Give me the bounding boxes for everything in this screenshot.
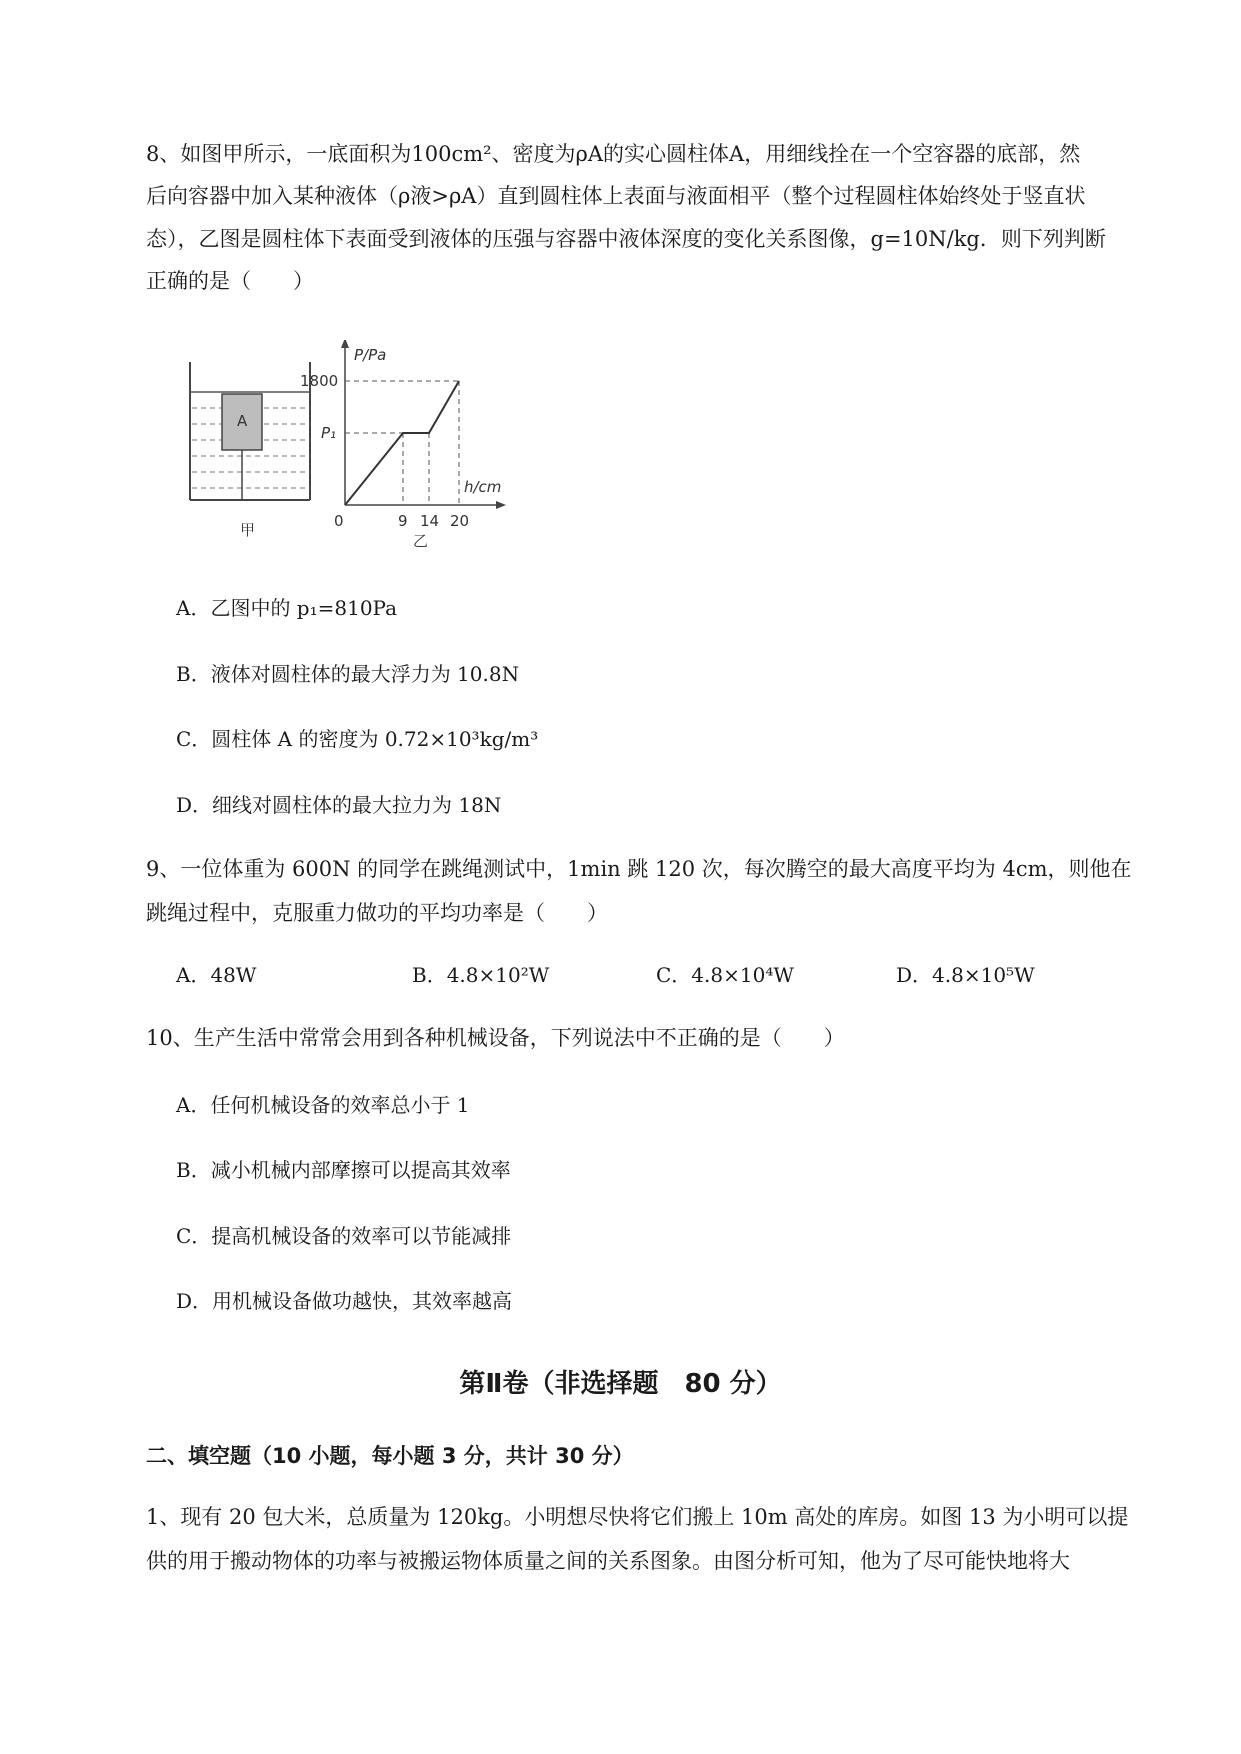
q9-line-1: 9、一位体重为 600N 的同学在跳绳测试中，1min 跳 120 次，每次腾空的最大高度平均为 4cm，则他在 — [146, 857, 1132, 881]
q8-option-a: A．乙图中的 p₁=810Pa — [176, 596, 398, 620]
q9-option-d: D．4.8×10⁵W — [896, 963, 1035, 987]
cylinder-a-label: A — [237, 412, 248, 430]
q8-line-2: 后向容器中加入某种液体（ρ液>ρA）直到圆柱体上表面与液面相平（整个过程圆柱体始终处于竖直状 — [146, 184, 1086, 208]
q8-line-1: 8、如图甲所示，一底面积为100cm²、密度为ρA的实心圆柱体A，用细线拴在一个空容器的底部，然 — [146, 142, 1081, 166]
part-2-title: 第Ⅱ卷（非选择题 80 分） — [459, 1369, 782, 1399]
container-diagram — [190, 362, 310, 539]
y-tick-1800: 1800 — [300, 372, 339, 390]
figure-label-jia: 甲 — [240, 521, 256, 539]
q8-figure — [180, 340, 560, 550]
x-tick-14: 14 — [420, 512, 440, 530]
figure-label-yi: 乙 — [413, 532, 429, 550]
q10-option-c: C．提高机械设备的效率可以节能减排 — [176, 1224, 512, 1248]
q10-option-a: A．任何机械设备的效率总小于 1 — [176, 1093, 470, 1117]
q9-option-b: B．4.8×10²W — [412, 963, 550, 987]
pressure-curve — [345, 381, 459, 505]
q9-option-c: C．4.8×10⁴W — [656, 963, 794, 987]
x-tick-20: 20 — [450, 512, 470, 530]
q8-option-c: C．圆柱体 A 的密度为 0.72×10³kg/m³ — [176, 727, 539, 751]
x-tick-9: 9 — [398, 512, 408, 530]
q8-line-4: 正确的是（ ） — [146, 269, 314, 293]
section-2-heading: 二、填空题（10 小题，每小题 3 分，共计 30 分） — [146, 1444, 634, 1468]
q9-option-a: A．48W — [176, 963, 257, 987]
q10-option-d: D．用机械设备做功越快，其效率越高 — [176, 1289, 513, 1313]
fill-q1-line-1: 1、现有 20 包大米，总质量为 120kg。小明想尽快将它们搬上 10m 高处的库房。如图 13 为小明可以提 — [146, 1505, 1129, 1529]
q8-option-b: B．液体对圆柱体的最大浮力为 10.8N — [176, 662, 520, 686]
y-axis-label: P/Pa — [354, 346, 387, 364]
x-axis-label: h/cm — [464, 478, 502, 496]
fill-q1-line-2: 供的用于搬动物体的功率与被搬运物体质量之间的关系图象。由图分析可知，他为了尽可能快地将大 — [146, 1549, 1070, 1573]
pressure-graph — [300, 340, 506, 550]
x-tick-0: 0 — [334, 512, 344, 530]
q10-line-1: 10、生产生活中常常会用到各种机械设备，下列说法中不正确的是（ ） — [146, 1026, 845, 1050]
y-tick-p1: P₁ — [321, 424, 337, 442]
q10-option-b: B．减小机械内部摩擦可以提高其效率 — [176, 1158, 511, 1182]
q9-line-2: 跳绳过程中，克服重力做功的平均功率是（ ） — [146, 901, 608, 925]
q8-line-3: 态），乙图是圆柱体下表面受到液体的压强与容器中液体深度的变化关系图像，g=10N/kg．则下列判断 — [146, 227, 1106, 251]
q8-option-d: D．细线对圆柱体的最大拉力为 18N — [176, 793, 502, 817]
